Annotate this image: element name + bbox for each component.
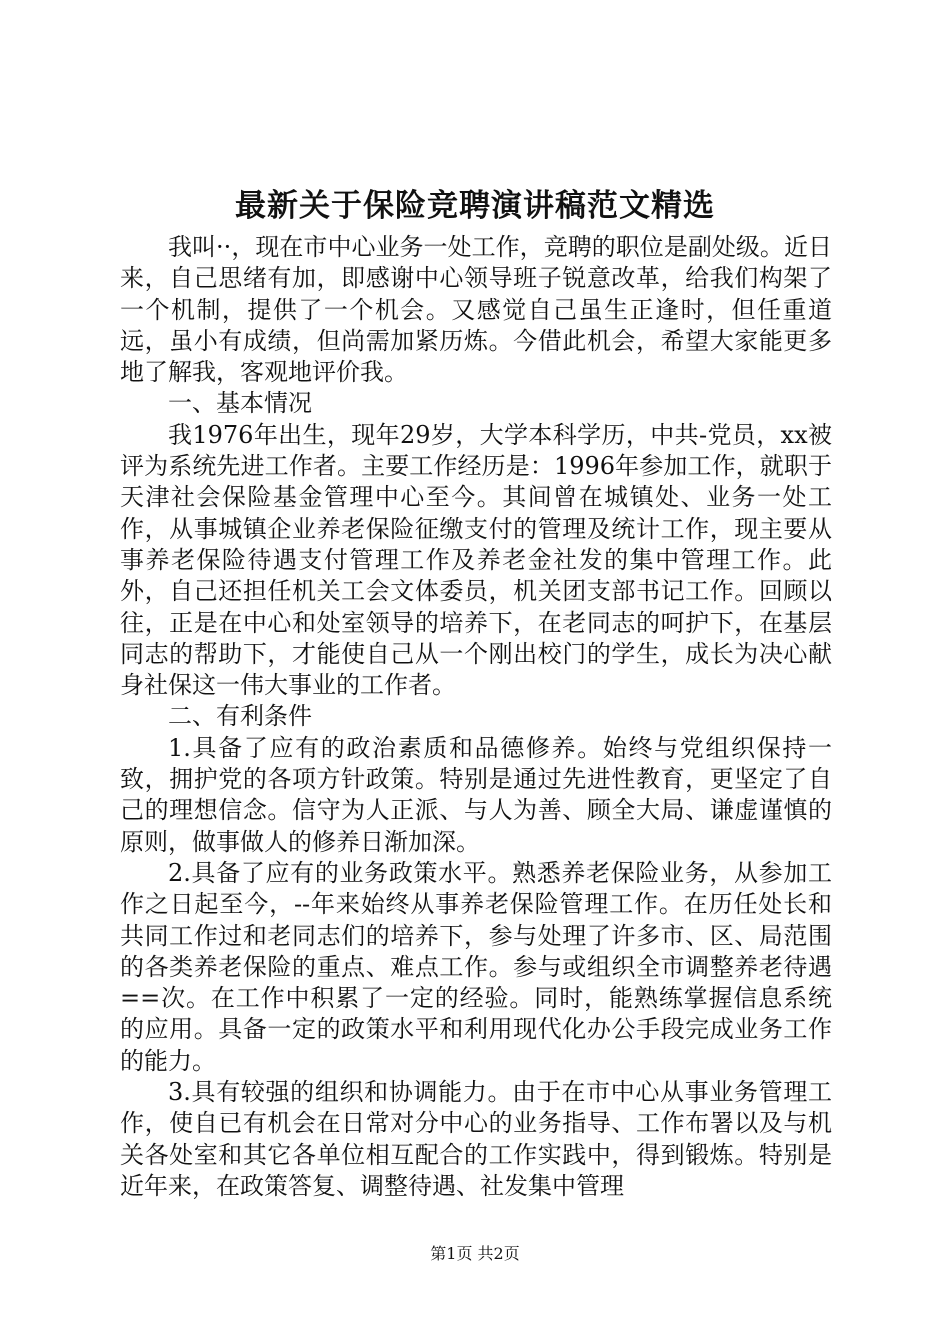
page-footer: 第1页 共2页 [430, 1244, 520, 1263]
paragraph-intro: 我叫··，现在市中心业务一处工作，竞聘的职位是副处级。近日来，自己思绪有加，即感谢中心领导班子锐意改革，给我们构架了一个机制，提供了一个机会。又感觉自己虽生正逢时，但任重道远，虽小有成绩，但尚需加紧历炼。今借此机会，希望大家能更多地了解我，客观地评价我。 [120, 233, 832, 387]
document-title: 最新关于保险竞聘演讲稿范文精选 [235, 188, 715, 224]
paragraph-advantage-2: 2.具备了应有的业务政策水平。熟悉养老保险业务，从参加工作之日起至今，--年来始终从事养老保险管理工作。在历任处长和共同工作过和老同志们的培养下，参与处理了许多市、区、局范围的各类养老保险的重点、难点工作。参与或组织全市调整养老待遇==次。在工作中积累了一定的经验。同时，能熟练掌握信息系统的应用。具备一定的政策水平和利用现代化办公手段完成业务工作的能力。 [120, 858, 832, 1075]
section-heading-basic-info: 一、基本情况 [168, 389, 312, 418]
paragraph-basic-info: 我1976年出生，现年29岁，大学本科学历，中共-党员，xx被评为系统先进工作者。主要工作经历是：1996年参加工作，就职于天津社会保险基金管理中心至今。其间曾在城镇处、业务一处工作，从事城镇企业养老保险征缴支付的管理及统计工作，现主要从事养老保险待遇支付管理工作及养老金社发的集中管理工作。此外，自己还担任机关工会文体委员，机关团支部书记工作。回顾以往，正是在中心和处室领导的培养下，在老同志的呵护下，在基层同志的帮助下，才能使自己从一个刚出校门的学生，成长为决心献身社保这一伟大事业的工作者。 [120, 420, 832, 700]
section-heading-advantages: 二、有利条件 [168, 702, 312, 731]
paragraph-advantage-3: 3.具有较强的组织和协调能力。由于在市中心从事业务管理工作，使自已有机会在日常对分中心的业务指导、工作布署以及与机关各处室和其它各单位相互配合的工作实践中，得到锻炼。特别是近年来，在政策答复、调整待遇、社发集中管理 [120, 1078, 832, 1200]
document-body [120, 232, 832, 1202]
paragraph-advantage-1: 1.具备了应有的政治素质和品德修养。始终与党组织保持一致，拥护党的各项方针政策。特别是通过先进性教育，更坚定了自己的理想信念。信守为人正派、与人为善、顾全大局、谦虚谨慎的原则，做事做人的修养日渐加深。 [120, 733, 832, 856]
